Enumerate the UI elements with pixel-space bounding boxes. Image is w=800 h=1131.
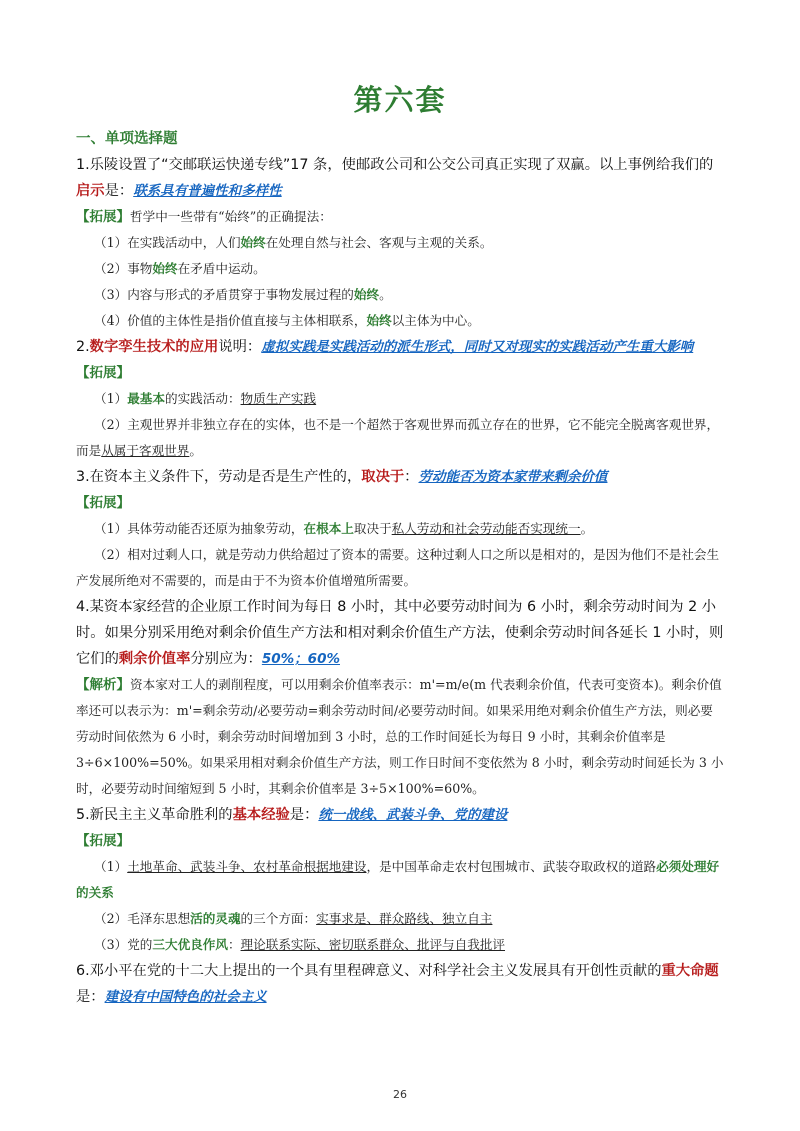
q2-colon: 说明： (218, 339, 262, 355)
q5-item-3-hl: 三大优良作风 (152, 937, 228, 952)
q3-answer: 劳动能否为资本家带来剩余价值 (418, 469, 608, 485)
q5-item-1-hl: 必须处理好的关系 (76, 859, 720, 900)
q1-item-2-pre: （2）事物 (94, 261, 153, 276)
q2-item-1-mid: 的实践活动： (164, 391, 241, 406)
q2-answer: 虚拟实践是实践活动的派生形式，同时又对现实的实践活动产生重大影响 (261, 339, 694, 355)
q6-text: 6.邓小平在党的十二大上提出的一个具有里程碑意义、对科学社会主义发展具有开创性贡献的 (76, 963, 662, 979)
q1-colon: 是： (104, 183, 134, 199)
q1-item-3-hl: 始终 (353, 287, 380, 302)
q5-item-2 (76, 906, 724, 932)
q3-colon: ： (404, 469, 419, 485)
page-title: 第六套 (353, 83, 447, 117)
q5-item-3-ul: 理论联系实际、密切联系群众、批评与自我批评 (240, 937, 506, 952)
q4-analysis-text: 资本家对工人的剥削程度，可以用剩余价值率表示：m'=m/e(m 代表剩余价值，代表可变资本)。剩余价值率还可以表示为：m'=剩余劳动/必要劳动=剩余劳动时间/必要劳动时间。如果采用绝对剩余价值生产方法，则必要劳动时间依然为 6 小时，剩余劳动时间增加到 3 小时，总的工作时间延长为每日 9 小时，其剩余价值率是 3÷6×100%=50%。如果采用相对剩余价值生产方法，则工作日时间不变依然为 8 小时，剩余劳动时间延长为 3 小时，必要劳动时间缩短到 5 小时，其剩余价值率是 3÷5×100%=60%。 (76, 677, 724, 796)
question-6 (76, 958, 724, 1010)
q1-text: 1.乐陵设置了“交邮联运快递专线”17 条，使邮政公司和公交公司真正实现了双赢。以上事例给我们的 (76, 157, 714, 173)
q2-item-2-end: 。 (189, 443, 202, 458)
q4-text: 4.某资本家经营的企业原工作时间为每日 8 小时，其中必要劳动时间为 6 小时，剩余劳动时间为 2 小时。如果分别采用绝对剩余价值生产方法和相对剩余价值生产方法，使剩余劳动时间各延长 1 小时，则它们的 (76, 599, 724, 667)
q1-item-2-post: 在矛盾中运动。 (177, 261, 266, 276)
q1-item-3-pre: （3）内容与形式的矛盾贯穿于事物发展过程的 (94, 287, 354, 302)
q5-ext-tag: 【拓展】 (76, 833, 130, 849)
question-1 (76, 152, 724, 204)
q4-analysis-tag: 【解析】 (76, 677, 130, 693)
content (76, 152, 724, 1010)
q3-item-1-hl: 在根本上 (303, 521, 354, 536)
q4-colon: 分别应为： (190, 651, 262, 667)
q2-item-2-ul: 从属于客观世界 (101, 443, 190, 458)
q5-item-3-mid: ： (227, 937, 241, 952)
q1-item-4-pre: （4）价值的主体性是指价值直接与主体相联系， (94, 313, 367, 328)
q1-item-1-pre: （1）在实践活动中，人们 (94, 235, 241, 250)
q5-item-1-post: ，是中国革命走农村包围城市、武装夺取政权的道路 (366, 859, 657, 874)
q4-keyword: 剩余价值率 (118, 651, 191, 667)
q3-item-1 (76, 516, 724, 542)
q1-item-1-post: 在处理自然与社会、客观与主观的关系。 (265, 235, 493, 250)
q1-item-4-hl: 始终 (366, 313, 392, 328)
q1-item-4-post: 以主体为中心。 (391, 313, 480, 328)
q5-item-3 (76, 932, 724, 958)
q2-item-2-text: （2）主观世界并非独立存在的实体，也不是一个超然于客观世界而孤立存在的世界，它不能完全脱离客观世界，而是 (76, 417, 720, 458)
q5-item-3-pre: （3）党的 (94, 937, 153, 952)
q2-keyword: 数字孪生技术的应用 (89, 339, 219, 355)
q3-item-1-mid: 取决于 (353, 521, 392, 536)
q5-colon: 是： (289, 807, 319, 823)
q5-extension (76, 828, 724, 854)
page-number: 26 (393, 1088, 407, 1101)
q2-item-1-ul: 物质生产实践 (240, 391, 317, 406)
question-3 (76, 464, 724, 490)
q2-item-1-pre: （1） (94, 391, 128, 406)
q5-text: 5.新民主主义革命胜利的 (76, 807, 233, 823)
question-2 (76, 334, 724, 360)
q6-colon: 是： (76, 989, 105, 1005)
question-4 (76, 594, 724, 672)
q1-item-4 (76, 308, 724, 334)
q2-ext-tag: 【拓展】 (76, 365, 130, 381)
q2-item-2 (76, 412, 724, 464)
q1-item-3 (76, 282, 724, 308)
q3-ext-tag: 【拓展】 (76, 495, 130, 511)
q5-item-1 (76, 854, 724, 906)
q5-item-1-ul: 土地革命、武装斗争、农村革命根据地建设 (127, 859, 367, 874)
q3-keyword: 取决于 (361, 469, 405, 485)
q1-extension (76, 204, 724, 230)
q1-item-3-post: 。 (379, 287, 392, 302)
q4-answer: 50%；60% (261, 651, 340, 667)
q1-item-2-hl: 始终 (152, 261, 178, 276)
q2-item-1 (76, 386, 724, 412)
q6-answer: 建设有中国特色的社会主义 (104, 989, 267, 1005)
q3-item-1-pre: （1）具体劳动能否还原为抽象劳动， (94, 521, 304, 536)
q2-item-1-hl: 最基本 (127, 391, 165, 406)
q3-item-1-end: 。 (580, 521, 594, 536)
q1-answer: 联系具有普遍性和多样性 (133, 183, 282, 199)
question-5 (76, 802, 724, 828)
q4-analysis (76, 672, 724, 802)
q1-keyword: 启示 (76, 183, 105, 199)
q5-item-1-pre: （1） (94, 859, 128, 874)
q3-item-1-ul: 私人劳动和社会劳动能否实现统一 (391, 521, 581, 536)
q3-item-2: （2）相对过剩人口，就是劳动力供给超过了资本的需要。这种过剩人口之所以是相对的，是因为他们不是社会生产发展所绝对不需要的，而是由于不为资本价值增殖所需要。 (76, 547, 720, 588)
q5-item-2-mid: 的三个方面： (240, 911, 317, 926)
q5-item-2-hl: 活的灵魂 (190, 911, 241, 926)
q5-answer: 统一战线、武装斗争、党的建设 (318, 807, 508, 823)
q5-keyword: 基本经验 (232, 807, 290, 823)
q1-ext-intro: 哲学中一些带有“始终”的正确提法： (130, 209, 332, 224)
q1-item-1 (76, 230, 724, 256)
q5-item-2-ul: 实事求是、群众路线、独立自主 (316, 911, 493, 926)
q6-keyword: 重大命题 (661, 963, 719, 979)
q1-item-1-hl: 始终 (240, 235, 266, 250)
section-heading: 一、单项选择题 (76, 131, 178, 147)
q5-item-2-pre: （2）毛泽东思想 (94, 911, 191, 926)
q2-num: 2. (76, 339, 90, 355)
q2-extension (76, 360, 724, 386)
q1-item-2 (76, 256, 724, 282)
q3-extension (76, 490, 724, 516)
q1-ext-tag: 【拓展】 (76, 209, 130, 225)
q3-text: 3.在资本主义条件下，劳动是否是生产性的， (76, 469, 362, 485)
